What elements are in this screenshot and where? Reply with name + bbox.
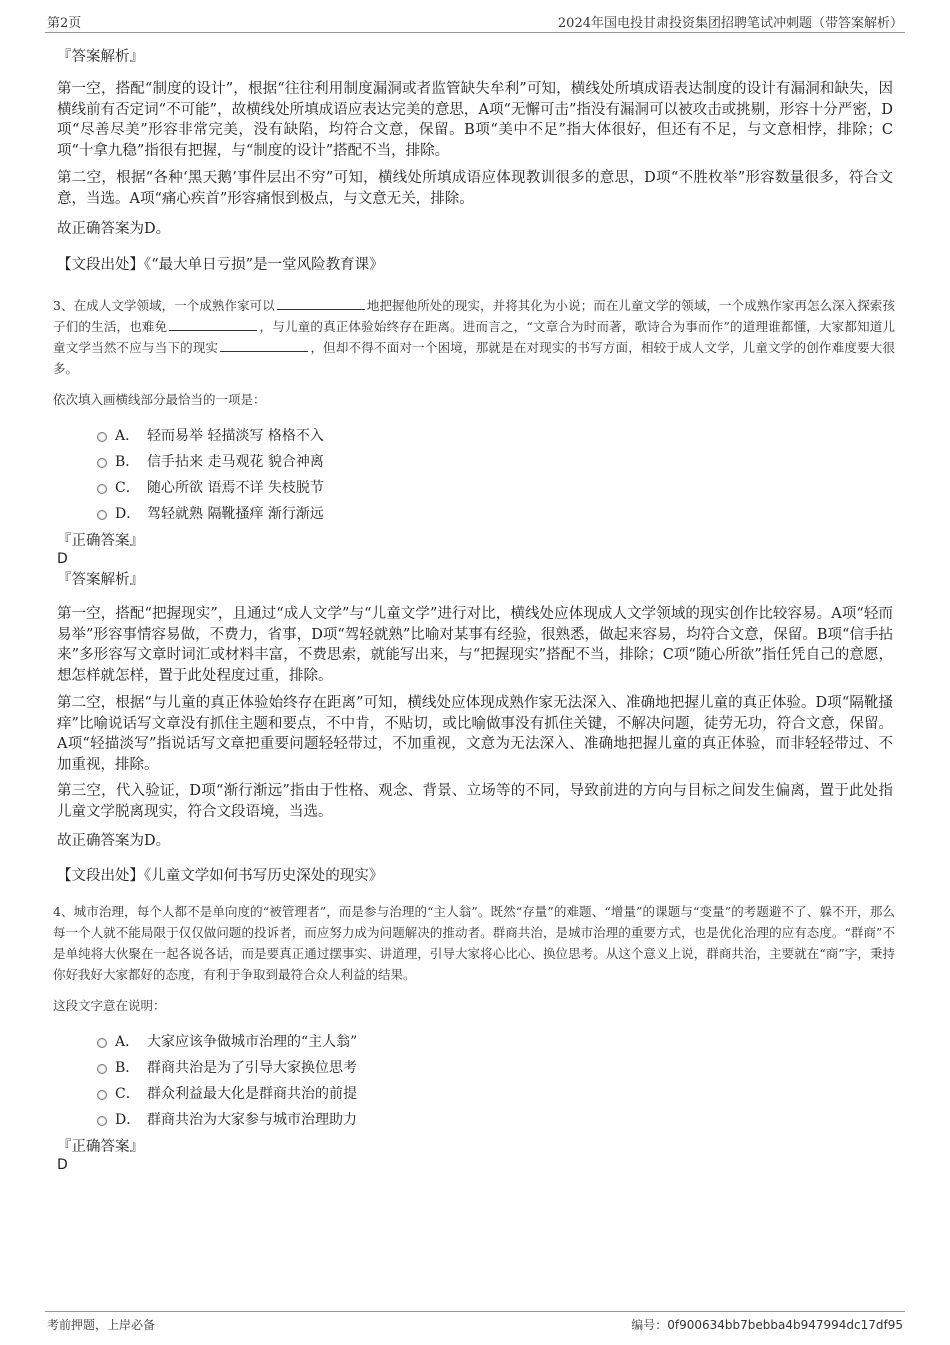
radio-icon[interactable] (97, 1116, 107, 1126)
option-text: 群商共治为大家参与城市治理助力 (147, 1112, 357, 1128)
correct-answer: D (57, 551, 68, 567)
source-citation: 【文段出处】《“最大单日亏损”是一堂风险教育课》 (57, 257, 384, 273)
option-a[interactable] (97, 1030, 357, 1052)
correct-answer-label: 『正确答案』 (57, 1139, 144, 1155)
option-b[interactable] (97, 1056, 357, 1078)
question-3-text: 3、在成人文学领域，一个成熟作家可以 地把握他所处的现实，并将其化为小说；而在儿童文学的领域，一个成熟作家再怎么深入探索孩子们的生活，也难免 ，与儿童的真正体验始终存在距离。进而言之，“文章合为时而著，歌诗合为事而作”的道理谁都懂，大家都知道儿童文学当然不应与当下的现实 ，但却不得不面对一个困境，那就是在对现实的书写方面，相较于成人文学，儿童文学的创作难度要大很多。 (53, 298, 895, 376)
option-letter: B． (115, 454, 140, 470)
blank-2 (169, 318, 257, 331)
option-c[interactable] (97, 1082, 357, 1104)
option-letter: C． (115, 1086, 140, 1102)
option-letter: D． (115, 1112, 141, 1128)
document-title: 2024年国电投甘肃投资集团招聘笔试冲刺题（带答案解析） (557, 16, 903, 31)
option-d[interactable] (97, 502, 324, 524)
analysis-conclusion: 故正确答案为D。 (57, 833, 171, 849)
source-citation: 【文段出处】《儿童文学如何书写历史深处的现实》 (57, 868, 384, 884)
option-letter: C． (115, 480, 140, 496)
analysis-paragraph: 第二空，根据“各种‘黑天鹅’事件层出不穷”可知，横线处所填成语应体现教训很多的意思，D项“不胜枚举”形容数量很多，符合文意，当选。A项“痛心疾首”形容痛恨到极点，与文意无关，排除。 (57, 170, 893, 207)
analysis-paragraph: 第一空，搭配“制度的设计”，根据“往往利用制度漏洞或者监管缺失牟利”可知，横线处所填成语表达制度的设计有漏洞和缺失，因横线前有否定词“不可能”，故横线处所填成语应表达完美的意思，A项“无懈可击”指没有漏洞可以被攻击或挑剔，形容十分严密，D项“尽善尽美”形容非常完美，没有缺陷，均符合文意，保留。B项“美中不足”指大体很好，但还有不足，与文意相悖，排除；C项“十拿九稳”指很有把握，与“制度的设计”搭配不当，排除。 (57, 81, 893, 159)
blank-1 (277, 297, 365, 310)
option-b[interactable] (97, 450, 324, 472)
radio-icon[interactable] (97, 510, 107, 520)
option-text: 轻而易举 轻描淡写 格格不入 (147, 428, 324, 444)
analysis-paragraph: 第一空，搭配“把握现实”，且通过“成人文学”与“儿童文学”进行对比，横线处应体现成人文学领域的现实创作比较容易。A项“轻而易举”形容事情容易做，不费力，省事，D项“驾轻就熟”比喻对某事有经验，很熟悉，做起来容易，均符合文意，保留。B项“信手拈来”多形容写文章时词汇或材料丰富，不费思索，就能写出来，与“把握现实”搭配不当，排除；C项“随心所欲”指任凭自己的意愿，想怎样就怎样，置于此处程度过重，排除。 (57, 606, 893, 684)
analysis-paragraph: 第三空，代入验证，D项“渐行渐远”指由于性格、观念、背景、立场等的不同，导致前进的方向与目标之间发生偏离，置于此处指儿童文学脱离现实，符合文段语境，当选。 (57, 783, 893, 820)
option-a[interactable] (97, 424, 324, 446)
page-footer (45, 1311, 905, 1334)
analysis-label: 『答案解析』 (57, 49, 144, 65)
question-4-prompt: 这段文字意在说明： (53, 998, 166, 1013)
blank-3 (220, 339, 308, 352)
document-id: 编号：0f900634bb7bebba4b947994dc17df95 (631, 1318, 903, 1332)
radio-icon[interactable] (97, 1064, 107, 1074)
analysis-conclusion: 故正确答案为D。 (57, 221, 171, 237)
analysis-label: 『答案解析』 (57, 572, 144, 588)
option-text: 信手拈来 走马观花 貌合神离 (147, 454, 324, 470)
footer-slogan: 考前押题，上岸必备 (47, 1318, 156, 1332)
correct-answer-label: 『正确答案』 (57, 533, 144, 549)
option-letter: D． (115, 506, 141, 522)
option-text: 群商共治是为了引导大家换位思考 (147, 1060, 357, 1076)
radio-icon[interactable] (97, 1090, 107, 1100)
radio-icon[interactable] (97, 432, 107, 442)
option-letter: B． (115, 1060, 140, 1076)
question-4-text: 4、城市治理，每个人都不是单向度的“被管理者”，而是参与治理的“主人翁”。既然“存量”的难题、“增量”的课题与“变量”的考题避不了、躲不开，那么每一个人就不能局限于仅仅做问题的投诉者，而应努力成为问题解决的推动者。群商共治，是城市治理的重要方式，也是优化治理的应有态度。“群商”不是单纯将大伙聚在一起各说各话，而是要真正通过摆事实、讲道理，引导大家将心比心、换位思考。从这个意义上说，群商共治，主要就在“商”字，秉持你好我好大家都好的态度，有利于争取到最符合众人利益的结果。 (53, 904, 895, 982)
option-c[interactable] (97, 476, 324, 498)
option-text: 驾轻就熟 隔靴搔痒 渐行渐远 (147, 506, 324, 522)
page-number: 第2页 (47, 16, 82, 31)
question-3-prompt: 依次填入画横线部分最恰当的一项是： (53, 392, 266, 407)
radio-icon[interactable] (97, 1038, 107, 1048)
option-text: 群众利益最大化是群商共治的前提 (147, 1086, 357, 1102)
page-header (45, 12, 905, 33)
option-letter: A． (115, 428, 140, 444)
option-text: 大家应该争做城市治理的“主人翁” (147, 1034, 358, 1050)
correct-answer: D (57, 1157, 68, 1173)
option-d[interactable] (97, 1108, 357, 1130)
option-letter: A． (115, 1034, 140, 1050)
radio-icon[interactable] (97, 458, 107, 468)
analysis-paragraph: 第二空，根据“与儿童的真正体验始终存在距离”可知，横线处应体现成熟作家无法深入、准确地把握儿童的真正体验。D项“隔靴搔痒”比喻说话写文章没有抓住主题和要点，不中肯，不贴切，或比喻做事没有抓住关键，不解决问题，徒劳无功，符合文意，保留。A项“轻描淡写”指说话写文章把重要问题轻轻带过，不加重视，文意为无法深入、准确地把握儿童的真正体验，而非轻轻带过、不加重视，排除。 (57, 695, 893, 773)
option-text: 随心所欲 语焉不详 失枝脱节 (147, 480, 324, 496)
radio-icon[interactable] (97, 484, 107, 494)
